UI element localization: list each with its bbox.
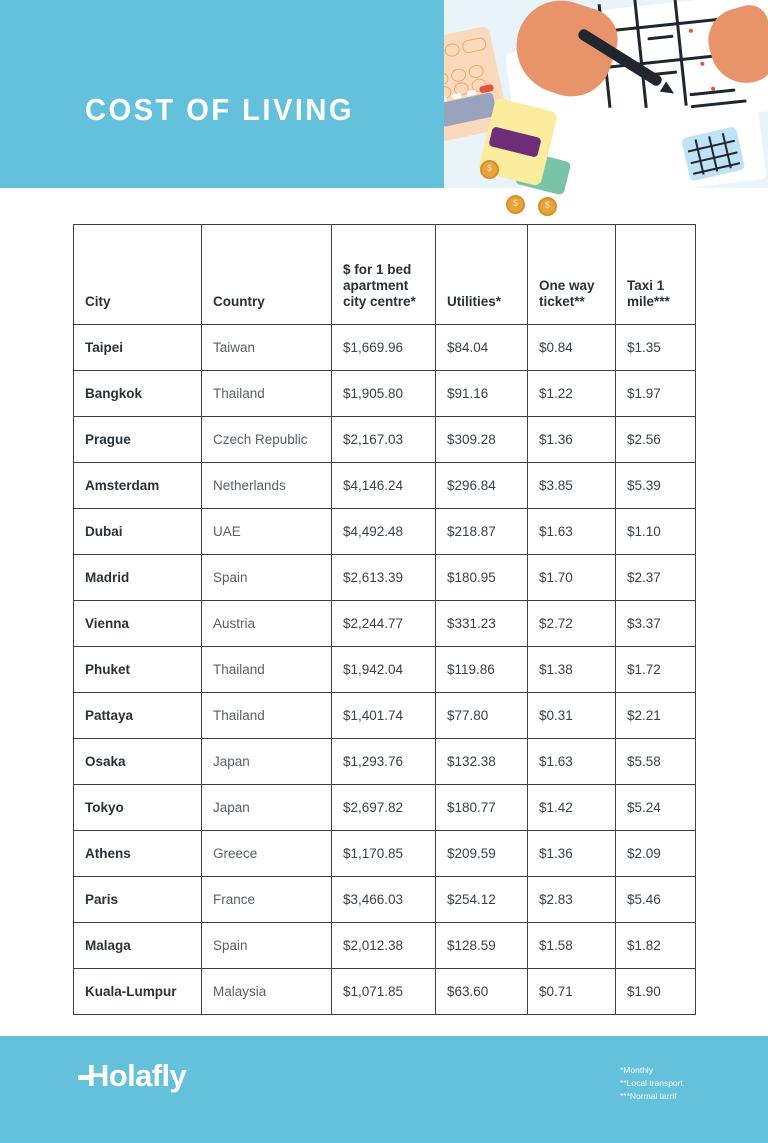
cell-apartment: $4,492.48 (332, 509, 436, 555)
cell-apartment: $2,244.77 (332, 601, 436, 647)
cell-country: Thailand (202, 647, 332, 693)
cell-city: Osaka (74, 739, 202, 785)
cell-utilities: $218.87 (436, 509, 528, 555)
cell-ticket: $2.83 (528, 877, 616, 923)
cell-country: Czech Republic (202, 417, 332, 463)
cell-country: Japan (202, 739, 332, 785)
footnote-normal-tarrif: ***Normal tarrif (620, 1091, 677, 1102)
cell-apartment: $1,071.85 (332, 969, 436, 1015)
cell-country: UAE (202, 509, 332, 555)
cell-apartment: $3,466.03 (332, 877, 436, 923)
cell-taxi: $1.72 (616, 647, 696, 693)
cell-apartment: $2,697.82 (332, 785, 436, 831)
table-row (74, 877, 696, 923)
cell-city: Amsterdam (74, 463, 202, 509)
cell-city: Bangkok (74, 371, 202, 417)
footnote-local-transport: **Local transport (620, 1078, 683, 1089)
column-header-line: city centre* (343, 294, 416, 310)
cell-country: Taiwan (202, 325, 332, 371)
table-row (74, 647, 696, 693)
table-row (74, 463, 696, 509)
cell-taxi: $5.46 (616, 877, 696, 923)
table-row (74, 509, 696, 555)
page-title: COST OF LIVING (85, 92, 354, 127)
cell-ticket: $1.63 (528, 739, 616, 785)
cell-country: Malaysia (202, 969, 332, 1015)
cell-taxi: $3.37 (616, 601, 696, 647)
column-header-line: ticket** (539, 294, 585, 310)
footnotes (620, 1064, 683, 1104)
cell-utilities: $331.23 (436, 601, 528, 647)
table-row (74, 831, 696, 877)
cell-taxi: $1.35 (616, 325, 696, 371)
cell-apartment: $2,012.38 (332, 923, 436, 969)
column-header-line: $ for 1 bed (343, 262, 412, 278)
cell-utilities: $63.60 (436, 969, 528, 1015)
cell-city: Vienna (74, 601, 202, 647)
cell-city: Taipei (74, 325, 202, 371)
cell-apartment: $1,401.74 (332, 693, 436, 739)
cell-utilities: $209.59 (436, 831, 528, 877)
cell-city: Kuala-Lumpur (74, 969, 202, 1015)
cell-ticket: $1.36 (528, 831, 616, 877)
column-header-taxi (616, 225, 696, 325)
table-row (74, 785, 696, 831)
cell-utilities: $254.12 (436, 877, 528, 923)
cell-country: Japan (202, 785, 332, 831)
cell-country: Thailand (202, 693, 332, 739)
column-header-utilities (436, 225, 528, 325)
cell-utilities: $119.86 (436, 647, 528, 693)
cell-ticket: $1.42 (528, 785, 616, 831)
cell-country: Greece (202, 831, 332, 877)
cell-ticket: $0.84 (528, 325, 616, 371)
table-row (74, 555, 696, 601)
column-header-line: mile*** (627, 294, 670, 310)
holafly-logo[interactable] (78, 1058, 186, 1094)
cell-utilities: $132.38 (436, 739, 528, 785)
cell-apartment: $1,293.76 (332, 739, 436, 785)
cell-taxi: $1.90 (616, 969, 696, 1015)
cell-city: Malaga (74, 923, 202, 969)
table-header-row (74, 225, 696, 325)
table-row (74, 693, 696, 739)
cell-utilities: $180.95 (436, 555, 528, 601)
calculator-key-red (479, 84, 494, 94)
calculator-key (450, 67, 467, 83)
column-header-line: Taxi 1 (627, 278, 665, 294)
cell-utilities: $296.84 (436, 463, 528, 509)
cell-apartment: $1,942.04 (332, 647, 436, 693)
coin-icon: $ (538, 197, 557, 216)
calculator-key (444, 42, 461, 58)
cell-country: Netherlands (202, 463, 332, 509)
table-row (74, 923, 696, 969)
column-header-line: Utilities* (447, 294, 502, 310)
cell-country: Spain (202, 923, 332, 969)
cell-city: Tokyo (74, 785, 202, 831)
cell-city: Madrid (74, 555, 202, 601)
cell-taxi: $5.24 (616, 785, 696, 831)
column-header-ticket (528, 225, 616, 325)
table-row (74, 371, 696, 417)
logo-text: Holafly (87, 1058, 187, 1093)
cell-ticket: $1.63 (528, 509, 616, 555)
column-header-country (202, 225, 332, 325)
cell-taxi: $2.37 (616, 555, 696, 601)
cell-apartment: $1,170.85 (332, 831, 436, 877)
cell-city: Phuket (74, 647, 202, 693)
table-body (74, 325, 696, 1015)
cell-ticket: $1.58 (528, 923, 616, 969)
cell-utilities: $180.77 (436, 785, 528, 831)
cell-city: Pattaya (74, 693, 202, 739)
column-header-line: City (85, 294, 111, 310)
cell-utilities: $91.16 (436, 371, 528, 417)
cell-taxi: $1.10 (616, 509, 696, 555)
cell-country: Austria (202, 601, 332, 647)
coin-icon: $ (480, 160, 499, 179)
column-header-apartment (332, 225, 436, 325)
cell-city: Prague (74, 417, 202, 463)
cell-ticket: $0.71 (528, 969, 616, 1015)
cell-apartment: $2,167.03 (332, 417, 436, 463)
calculator-key (461, 36, 487, 54)
table-row (74, 969, 696, 1015)
column-header-line: apartment (343, 278, 409, 294)
cell-taxi: $5.58 (616, 739, 696, 785)
table-row (74, 325, 696, 371)
table-row (74, 601, 696, 647)
cell-taxi: $5.39 (616, 463, 696, 509)
column-header-city (74, 225, 202, 325)
cell-ticket: $2.72 (528, 601, 616, 647)
cell-taxi: $1.82 (616, 923, 696, 969)
coin-icon: $ (506, 195, 525, 214)
calculator-key (467, 64, 484, 80)
cell-ticket: $1.22 (528, 371, 616, 417)
cell-ticket: $1.36 (528, 417, 616, 463)
header-illustration-panel (404, 0, 768, 188)
cell-apartment: $4,146.24 (332, 463, 436, 509)
cell-utilities: $309.28 (436, 417, 528, 463)
footnote-monthly: *Monthly (620, 1065, 654, 1075)
cell-utilities: $128.59 (436, 923, 528, 969)
cell-ticket: $3.85 (528, 463, 616, 509)
cell-city: Paris (74, 877, 202, 923)
table-row (74, 417, 696, 463)
grid-chart-icon (681, 126, 745, 181)
cell-city: Athens (74, 831, 202, 877)
cell-apartment: $1,905.80 (332, 371, 436, 417)
table-row (74, 739, 696, 785)
cell-ticket: $1.38 (528, 647, 616, 693)
cell-city: Dubai (74, 509, 202, 555)
cell-taxi: $1.97 (616, 371, 696, 417)
cell-taxi: $2.09 (616, 831, 696, 877)
cell-country: France (202, 877, 332, 923)
column-header-line: One way (539, 278, 595, 294)
cost-of-living-table (73, 224, 696, 1015)
cell-taxi: $2.56 (616, 417, 696, 463)
table-header (74, 225, 696, 325)
cell-apartment: $2,613.39 (332, 555, 436, 601)
column-header-line: Country (213, 294, 265, 310)
cell-utilities: $84.04 (436, 325, 528, 371)
header-band (0, 0, 768, 210)
cell-apartment: $1,669.96 (332, 325, 436, 371)
cell-ticket: $0.31 (528, 693, 616, 739)
cell-taxi: $2.21 (616, 693, 696, 739)
cell-utilities: $77.80 (436, 693, 528, 739)
cell-country: Spain (202, 555, 332, 601)
cell-ticket: $1.70 (528, 555, 616, 601)
cell-country: Thailand (202, 371, 332, 417)
